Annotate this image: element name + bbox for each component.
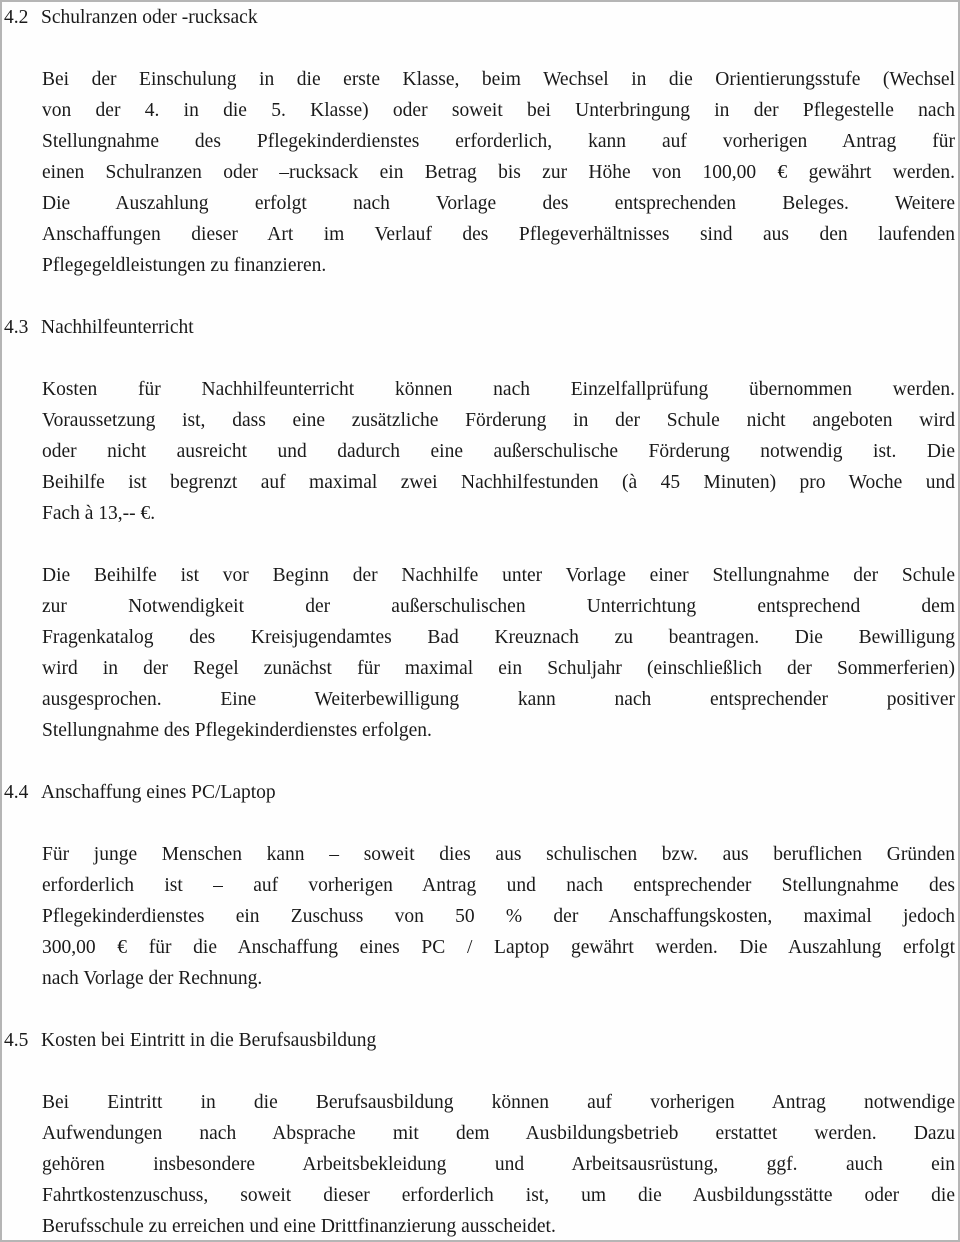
text-line: Pflegekinderdienstes ein Zuschuss von 50 % der Anschaffungskosten, maximal jedoch — [42, 906, 955, 927]
text-line: Stellungnahme des Pflegekinderdienstes erforderlich, kann auf vorherigen Antrag für — [42, 131, 955, 152]
text-line: Bei der Einschulung in die erste Klasse, beim Wechsel in die Orientierungsstufe (Wechsel — [42, 69, 955, 90]
text-line: 300,00 € für die Anschaffung eines PC / Laptop gewährt werden. Die Auszahlung erfolgt — [42, 937, 955, 958]
heading-4-5 — [4, 1025, 958, 1056]
section-title: Nachhilfeunterricht — [41, 317, 194, 338]
text-line: Anschaffungen dieser Art im Verlauf des Pflegeverhältnisses sind aus den laufenden — [42, 224, 955, 245]
text-line: gehören insbesondere Arbeitsbekleidung und Arbeitsausrüstung, ggf. auch ein — [42, 1154, 955, 1175]
section-4-4 — [4, 777, 958, 994]
text-line: Die Beihilfe ist vor Beginn der Nachhilfe unter Vorlage einer Stellungnahme der Schule — [42, 565, 955, 586]
heading-4-2 — [4, 2, 958, 33]
text-line: Voraussetzung ist, dass eine zusätzliche Förderung in der Schule nicht angeboten wird — [42, 410, 955, 431]
text-line: Die Auszahlung erfolgt nach Vorlage des entsprechenden Beleges. Weitere — [42, 193, 955, 214]
section-title: Anschaffung eines PC/Laptop — [41, 782, 276, 803]
text-line: oder nicht ausreicht und dadurch eine außerschulische Förderung notwendig ist. Die — [42, 441, 955, 462]
section-number: 4.3 — [4, 317, 29, 338]
paragraph — [42, 64, 955, 281]
text-line: Fahrtkostenzuschuss, soweit dieser erforderlich ist, um die Ausbildungsstätte oder die — [42, 1185, 955, 1206]
text-line: Für junge Menschen kann – soweit dies aus schulischen bzw. aus beruflichen Gründen — [42, 844, 955, 865]
text-line: Bei Eintritt in die Berufsausbildung können auf vorherigen Antrag notwendige — [42, 1092, 955, 1113]
text-line: Pflegegeldleistungen zu finanzieren. — [42, 255, 327, 276]
section-4-5 — [4, 1025, 958, 1242]
text-line: nach Vorlage der Rechnung. — [42, 968, 263, 989]
text-line: erforderlich ist – auf vorherigen Antrag und nach entsprechender Stellungnahme des — [42, 875, 955, 896]
section-number: 4.4 — [4, 782, 29, 803]
section-title: Kosten bei Eintritt in die Berufsausbildung — [41, 1030, 377, 1051]
heading-4-4 — [4, 777, 958, 808]
text-line: ausgesprochen. Eine Weiterbewilligung kann nach entsprechender positiver — [42, 689, 955, 710]
text-line: Berufsschule zu erreichen und eine Drittfinanzierung ausscheidet. — [42, 1216, 556, 1237]
section-number: 4.5 — [4, 1030, 29, 1051]
text-line: Stellungnahme des Pflegekinderdienstes erfolgen. — [42, 720, 432, 741]
heading-4-3 — [4, 312, 958, 343]
text-line: zur Notwendigkeit der außerschulischen Unterrichtung entsprechend dem — [42, 596, 955, 617]
paragraph — [42, 839, 955, 994]
section-4-2 — [4, 2, 958, 281]
paragraph — [42, 374, 955, 529]
section-title: Schulranzen oder -rucksack — [41, 7, 258, 28]
paragraph — [42, 1087, 955, 1242]
text-line: Fragenkatalog des Kreisjugendamtes Bad Kreuznach zu beantragen. Die Bewilligung — [42, 627, 955, 648]
text-line: Kosten für Nachhilfeunterricht können nach Einzelfallprüfung übernommen werden. — [42, 379, 955, 400]
text-line: Fach à 13,-- €. — [42, 503, 156, 524]
section-number: 4.2 — [4, 7, 29, 28]
text-line: Aufwendungen nach Absprache mit dem Ausbildungsbetrieb erstattet werden. Dazu — [42, 1123, 955, 1144]
section-4-3 — [4, 312, 958, 746]
text-line: von der 4. in die 5. Klasse) oder soweit bei Unterbringung in der Pflegestelle nach — [42, 100, 955, 121]
text-line: Beihilfe ist begrenzt auf maximal zwei Nachhilfestunden (à 45 Minuten) pro Woche und — [42, 472, 955, 493]
text-line: wird in der Regel zunächst für maximal ein Schuljahr (einschließlich der Sommerferien) — [42, 658, 955, 679]
text-line: einen Schulranzen oder –rucksack ein Betrag bis zur Höhe von 100,00 € gewährt werden. — [42, 162, 955, 183]
paragraph — [42, 560, 955, 746]
